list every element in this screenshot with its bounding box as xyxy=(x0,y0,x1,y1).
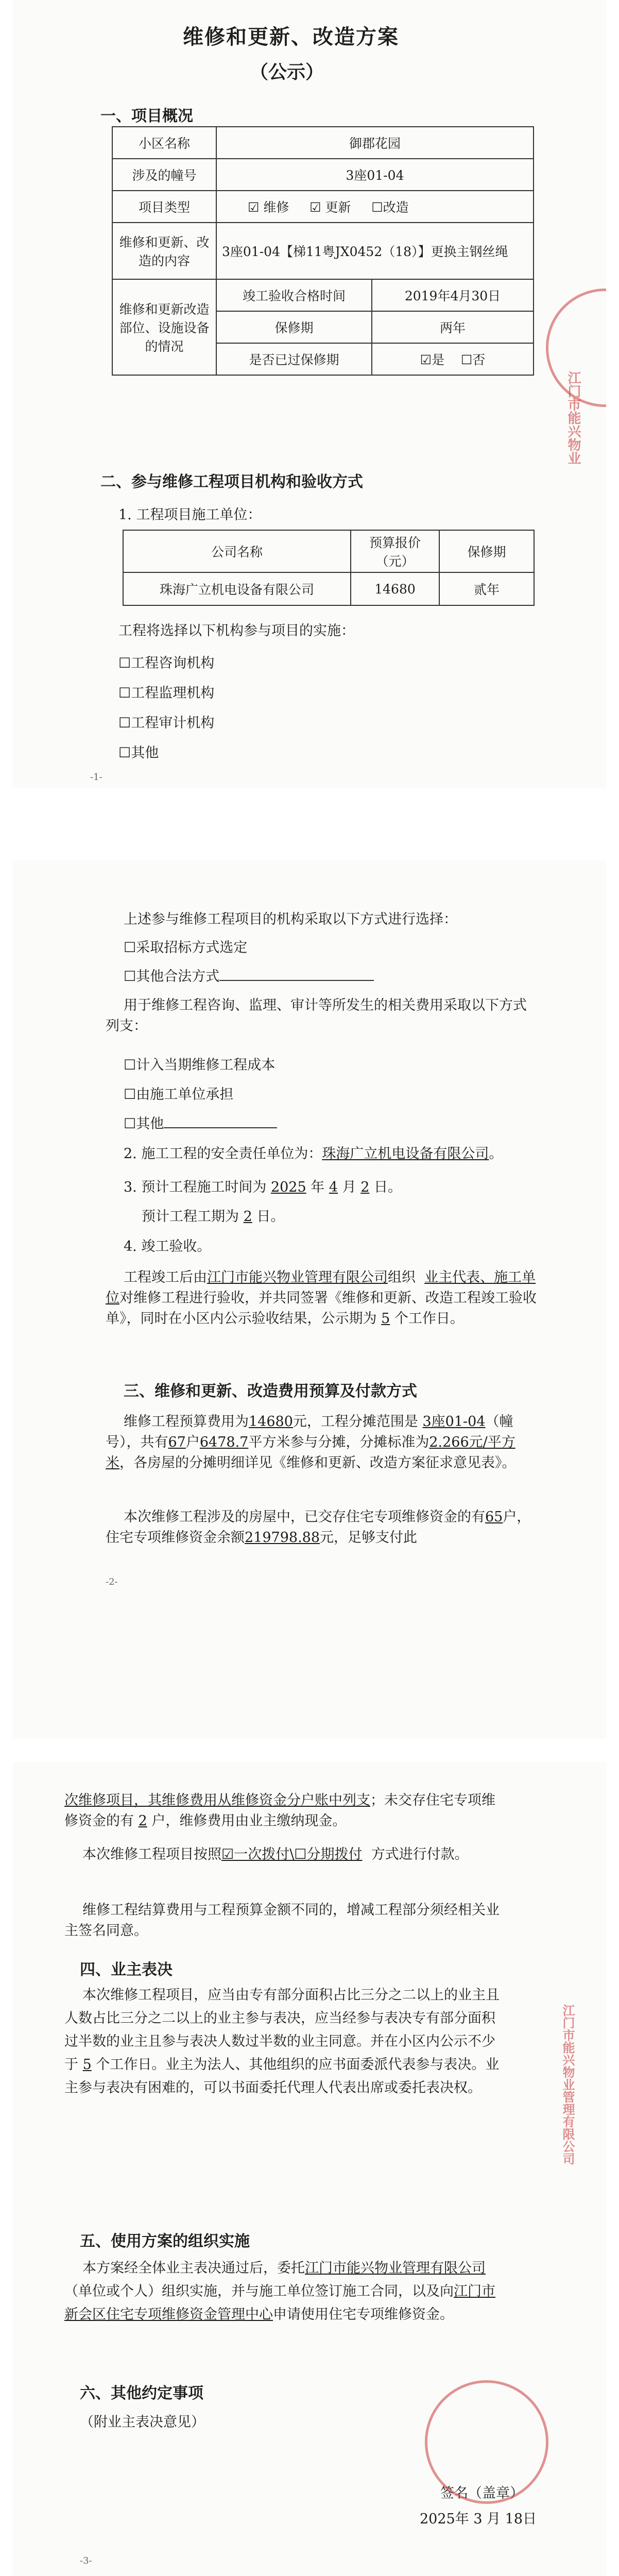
table-value: 两年 xyxy=(372,311,534,343)
option-consulting: ☐工程咨询机构 xyxy=(118,655,215,671)
option-contractor-bear: ☐由施工单位承担 xyxy=(124,1087,234,1103)
project-overview-table xyxy=(112,126,534,376)
signature-date: 2025年 3 月 18日 xyxy=(420,2511,537,2527)
warranty-no: ☐否 xyxy=(460,352,486,367)
voting-paragraph: 本次维修工程项目，应当由专有部分面积占比三分之二以上的业主且人数占比三分之二以上的业主参与表决，应当经参与表决专有部分面积过半数的业主且参与表决人数过半数的业主同意。并在小区内公示不少于 5 个工作日。业主为法人、其他组织的应书面委派代表参与表决。业主参与表决有困难的，可以书面委托代理人代表出席或委托表决权。 xyxy=(64,1987,500,2096)
doc-subtitle: （公示） xyxy=(250,61,324,83)
item-1-label: 1. 工程项目施工单位： xyxy=(118,507,262,523)
document-page-2 xyxy=(13,860,606,1739)
page-number: -2- xyxy=(106,1577,118,1587)
participant-options xyxy=(118,653,214,764)
page-number: -3- xyxy=(80,2555,92,2566)
budget-paragraph: 维修工程预算费用为14680元，工程分摊范围是 3座01-04（幢号），共有67户6478.7平方米参与分摊，分摊标准为2.266元/平方米，各房屋的分摊明细详见《维修和更新、改造方案征求意见表》。 xyxy=(106,1414,516,1471)
table-header: 公司名称 xyxy=(123,530,351,572)
table-label: 维修和更新改造部位、设施设备的情况 xyxy=(112,279,216,375)
participants-intro: 工程将选择以下机构参与项目的实施： xyxy=(118,623,355,639)
type-option-repair: ☑ 维修 xyxy=(248,200,289,215)
schedule-line: 3. 预计工程施工时间为 2025 年 4 月 2 日。 xyxy=(124,1179,402,1195)
section-4-heading: 四、业主表决 xyxy=(80,1961,173,1979)
option-other-expense: ☐其他 xyxy=(124,1114,277,1134)
section-5-heading: 五、使用方案的组织实施 xyxy=(80,2232,250,2250)
table-label: 维修和更新、改造的内容 xyxy=(112,223,216,279)
type-option-renovate: ☐改造 xyxy=(371,200,409,215)
option-supervision: ☐工程监理机构 xyxy=(118,685,215,701)
table-value: 御郡花园 xyxy=(216,127,534,159)
company-seal xyxy=(425,2380,548,2504)
settlement-note: 维修工程结算费用与工程预算金额不同的，增减工程部分须经相关业主签名同意。 xyxy=(64,1902,500,1939)
table-label: 小区名称 xyxy=(112,127,216,159)
table-header: 预算报价（元） xyxy=(351,530,439,572)
acceptance-paragraph: 工程竣工后由江门市能兴物业管理有限公司组织 业主代表、施工单位对维修工程进行验收，并共同签署《维修和更新、改造工程竣工验收单》，同时在小区内公示验收结果，公示期为 5 个工作日。 xyxy=(106,1269,537,1327)
section-3-heading: 三、维修和更新、改造费用预算及付款方式 xyxy=(124,1382,417,1400)
implementation-paragraph: 本方案经全体业主表决通过后，委托江门市能兴物业管理有限公司（单位或个人）组织实施，并与施工单位签订施工合同，以及向江门市新会区住宅专项维修资金管理中心申请使用住宅专项维修资金。 xyxy=(64,2260,495,2323)
table-label: 是否已过保修期 xyxy=(216,343,372,375)
fund-paragraph-cont: 次维修项目，其维修费用从维修资金分户账中列支；未交存住宅专项维修资金的有 2 户，维修费用由业主缴纳现金。 xyxy=(64,1792,495,1829)
option-cost-current: ☐计入当期维修工程成本 xyxy=(124,1057,276,1073)
project-type-options xyxy=(216,191,534,223)
safety-unit-line: 2. 施工工程的安全责任单位为：珠海广立机电设备有限公司。 xyxy=(124,1146,503,1162)
table-label: 涉及的幢号 xyxy=(112,159,216,191)
warranty-yes: ☑是 xyxy=(420,352,445,367)
acceptance-heading: 4. 竣工验收。 xyxy=(124,1239,211,1255)
seal-text: 江门市能兴物业 xyxy=(565,371,581,465)
section-1-heading: 一、项目概况 xyxy=(100,107,193,125)
signature-label: 签名（盖章） xyxy=(440,2485,524,2501)
table-value: 3座01-04【梯11粤JX0452（18）】更换主钢丝绳 xyxy=(216,223,534,279)
table-value: 2019年4月30日 xyxy=(372,279,534,311)
option-other: ☐其他 xyxy=(118,745,159,761)
table-cell: 14680 xyxy=(351,572,439,605)
table-cell: 珠海广立机电设备有限公司 xyxy=(123,572,351,605)
table-value: 3座01-04 xyxy=(216,159,534,191)
selection-method-intro: 上述参与维修工程项目的机构采取以下方式进行选择： xyxy=(124,911,457,927)
type-option-update: ☑ 更新 xyxy=(310,200,351,215)
seal-text: 江门市能兴物业管理有限公司 xyxy=(560,2004,575,2165)
option-bidding: ☐采取招标方式选定 xyxy=(124,940,248,956)
duration-line: 预计工程工期为 2 日。 xyxy=(142,1209,285,1225)
section-6-heading: 六、其他约定事项 xyxy=(80,2384,203,2402)
document-page-3 xyxy=(13,1762,606,2576)
fund-paragraph: 本次维修工程涉及的房屋中，已交存住宅专项维修资金的有65户，住宅专项维修资金余额219798.88元，足够支付此 xyxy=(106,1509,531,1546)
table-header: 保修期 xyxy=(439,530,534,572)
payment-method: 本次维修工程项目按照☑一次拨付\☐分期拨付 方式进行付款。 xyxy=(82,1846,469,1862)
doc-title: 维修和更新、改造方案 xyxy=(183,25,399,49)
page-number: -1- xyxy=(90,772,102,783)
document-page-1 xyxy=(13,0,606,788)
expense-method-intro: 用于维修工程咨询、监理、审计等所发生的相关费用采取以下方式列支： xyxy=(106,997,527,1034)
table-label: 保修期 xyxy=(216,311,372,343)
contractor-table xyxy=(123,530,535,606)
table-label: 竣工验收合格时间 xyxy=(216,279,372,311)
table-cell: 贰年 xyxy=(439,572,534,605)
warranty-options xyxy=(372,343,534,375)
attachment-note: （附业主表决意见） xyxy=(80,2414,205,2430)
option-other-method: ☐其他合法方式 xyxy=(124,967,374,987)
section-2-heading: 二、参与维修工程项目机构和验收方式 xyxy=(100,473,363,491)
option-audit: ☐工程审计机构 xyxy=(118,715,215,731)
table-label: 项目类型 xyxy=(112,191,216,223)
